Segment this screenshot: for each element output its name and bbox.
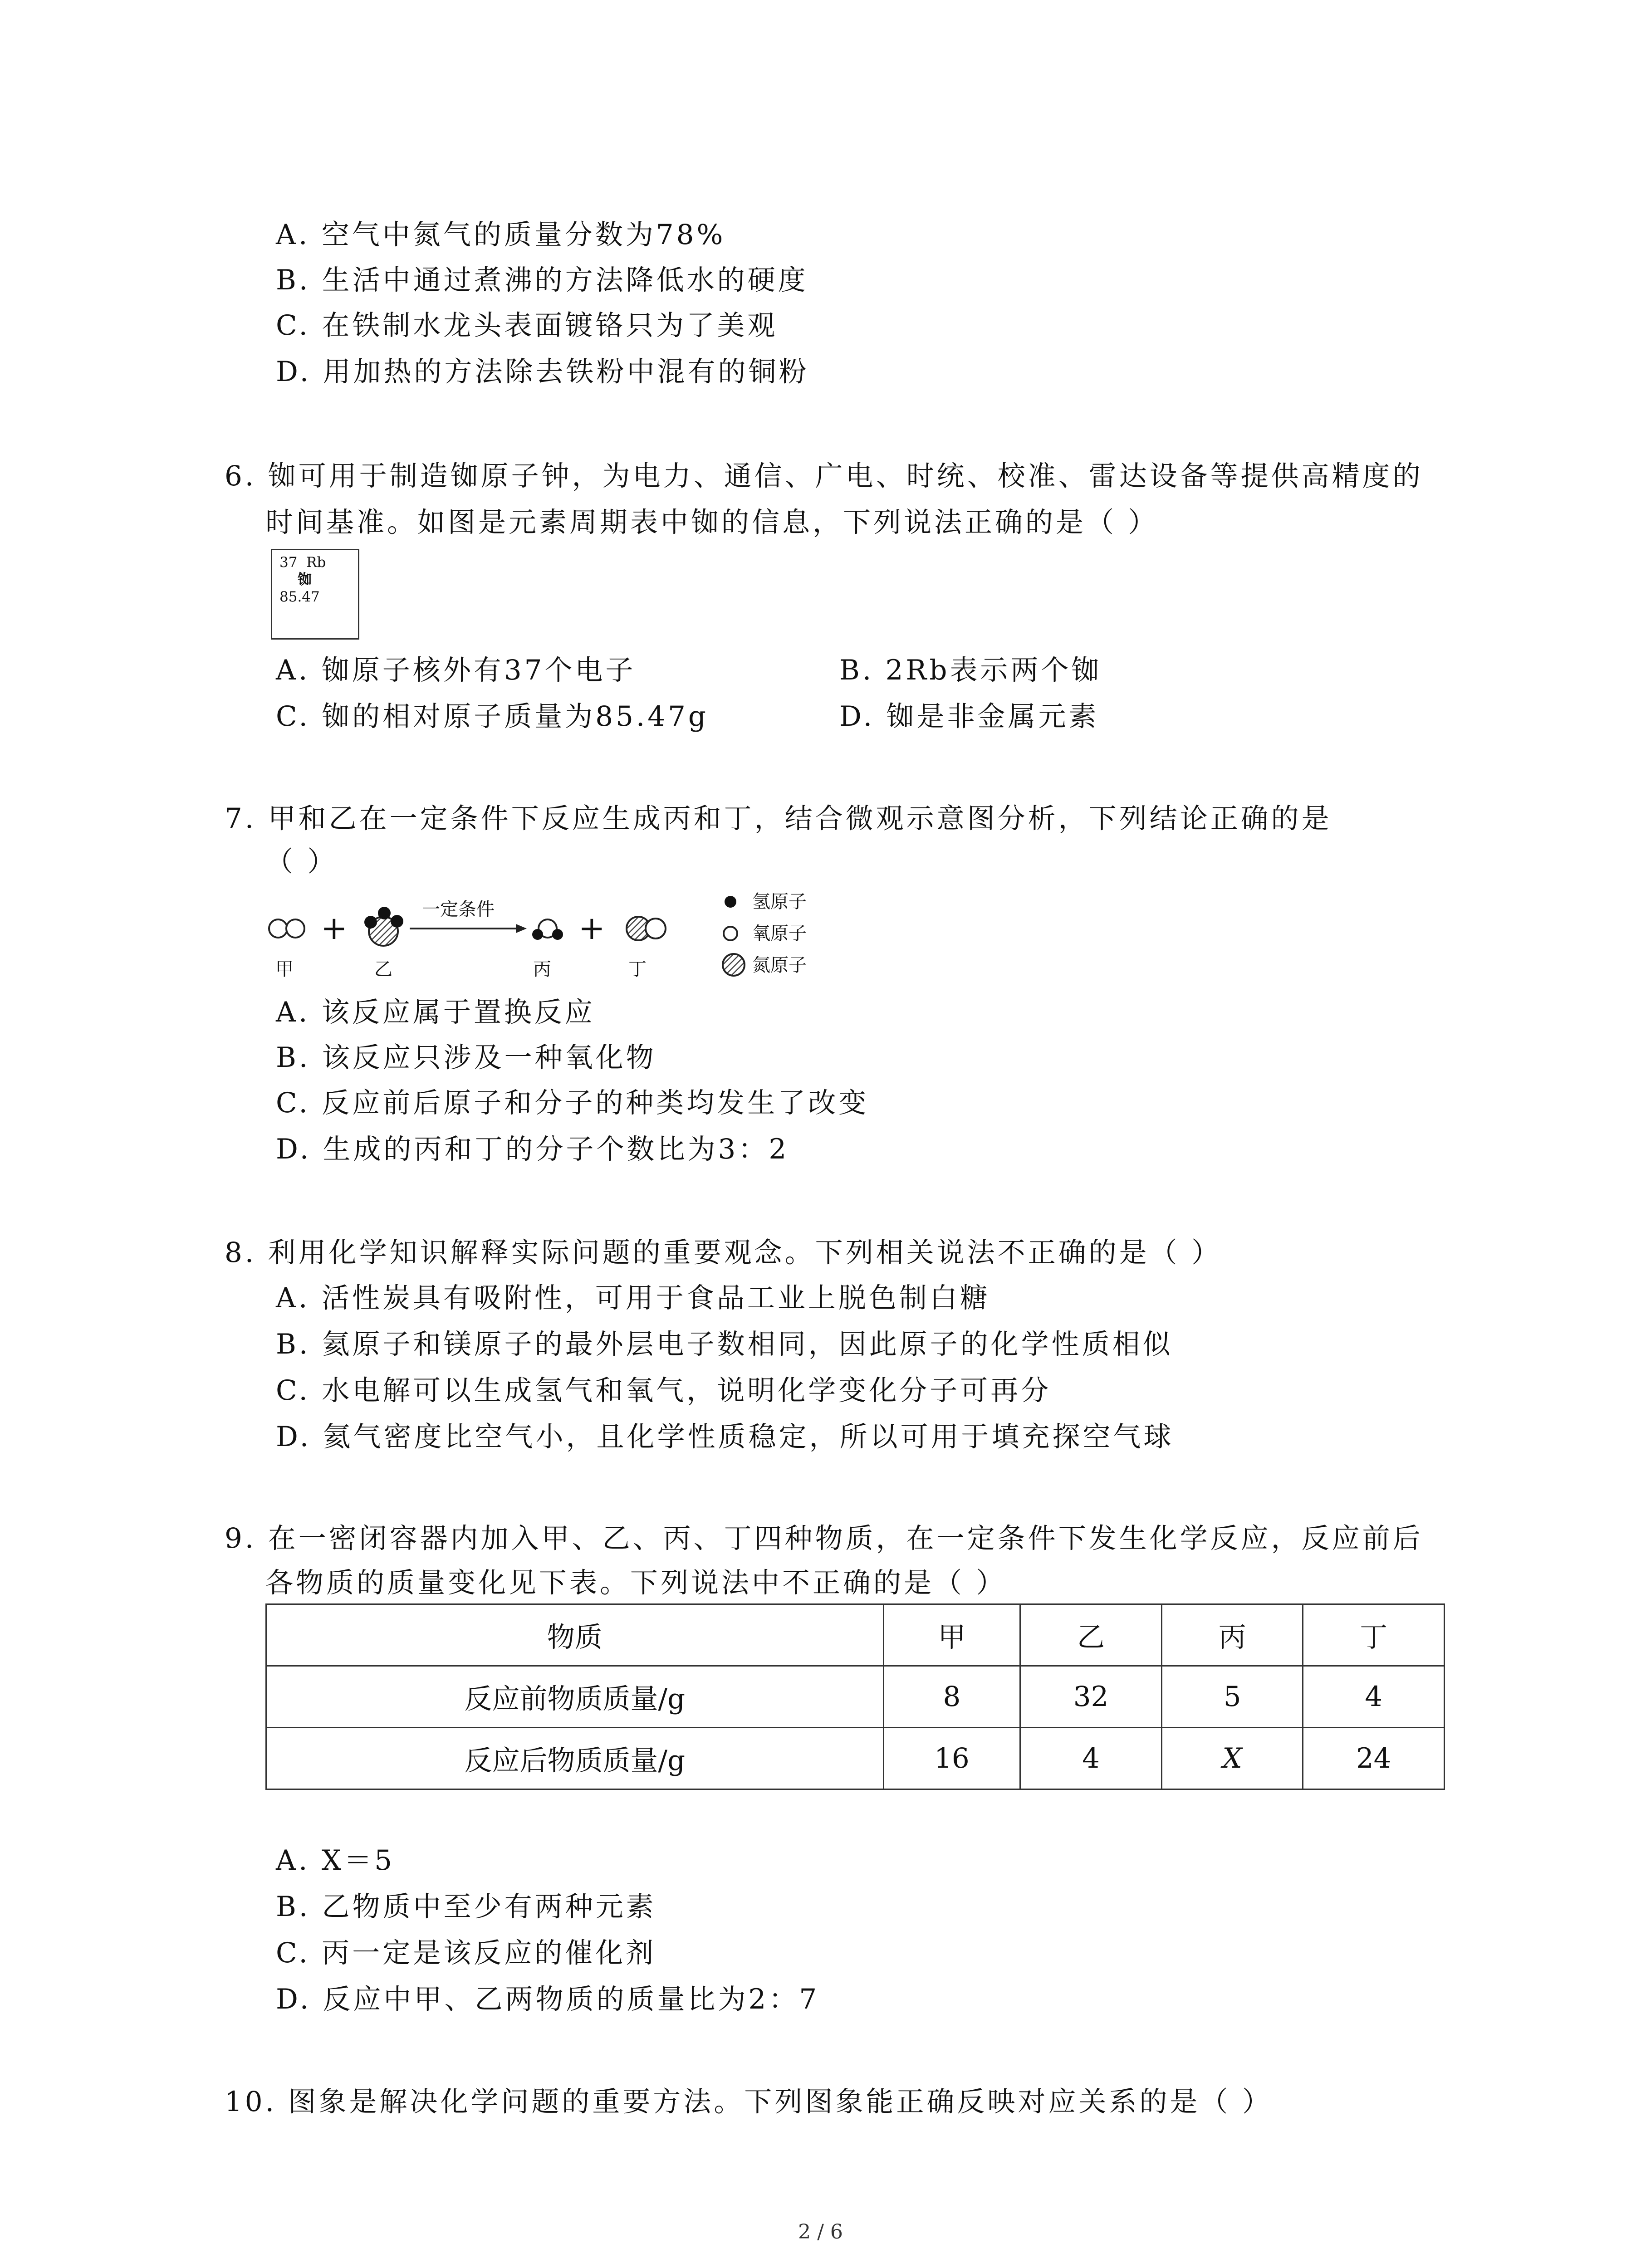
q7-stem-line1: 7. 甲和乙在一定条件下反应生成丙和丁，结合微观示意图分析，下列结论正确的是	[225, 802, 1332, 835]
legend-hydrogen: 氢原子	[721, 889, 903, 916]
q8-option-c: C. 水电解可以生成氢气和氧气，说明化学变化分子可再分	[276, 1374, 1052, 1407]
table-cell: 8	[883, 1666, 1020, 1728]
legend-oxygen: 氧原子	[721, 921, 903, 948]
table-row	[266, 1728, 1445, 1789]
q6-option-b: B. 2Rb表示两个铷	[839, 654, 1102, 686]
table-header-cell: 甲	[883, 1604, 1020, 1666]
table-cell: X	[1161, 1728, 1303, 1789]
q5-option-d: D. 用加热的方法除去铁粉中混有的铜粉	[276, 356, 809, 388]
q5-option-a: A. 空气中氮气的质量分数为78%	[276, 219, 726, 251]
table-header-cell: 乙	[1020, 1604, 1162, 1666]
q5-option-b: B. 生活中通过煮沸的方法降低水的硬度	[276, 264, 808, 296]
q6-stem-line1: 6. 铷可用于制造铷原子钟，为电力、通信、广电、时统、校准、雷达设备等提供高精度的	[225, 460, 1423, 492]
table-header-cell: 丙	[1161, 1604, 1303, 1666]
element-card-rubidium	[271, 549, 359, 640]
mass-change-table	[265, 1603, 1445, 1790]
q7-option-b: B. 该反应只涉及一种氧化物	[276, 1041, 656, 1074]
table-cell: 反应前物质质量/g	[266, 1666, 884, 1728]
molecule-bing	[532, 919, 563, 940]
legend-nitrogen: 氮原子	[721, 953, 903, 980]
q7-option-c: C. 反应前后原子和分子的种类均发生了改变	[276, 1087, 869, 1119]
q6-option-d: D. 铷是非金属元素	[839, 700, 1099, 733]
oxygen-atom-icon	[721, 924, 740, 943]
nitrogen-atom-icon	[721, 953, 747, 978]
element-mass: 85.47	[279, 589, 320, 605]
reaction-condition-label: 一定条件	[422, 899, 495, 920]
table-row	[266, 1666, 1445, 1728]
label-jia: 甲	[275, 959, 294, 980]
q5-option-c: C. 在铁制水龙头表面镀铬只为了美观	[276, 309, 778, 342]
table-header-row	[266, 1604, 1445, 1666]
q8-stem: 8. 利用化学知识解释实际问题的重要观念。下列相关说法不正确的是（ ）	[225, 1237, 1222, 1269]
atom-legend	[721, 889, 903, 980]
q7-option-d: D. 生成的丙和丁的分子个数比为3：2	[276, 1133, 789, 1165]
q8-option-d: D. 氦气密度比空气小，且化学性质稳定，所以可用于填充探空气球	[276, 1421, 1174, 1453]
plus-sign-1: +	[321, 909, 348, 947]
label-yi: 乙	[374, 959, 392, 980]
molecule-yi	[364, 907, 403, 946]
element-number: 37	[279, 554, 298, 571]
page-number: 2 / 6	[798, 2220, 843, 2244]
q9-stem-line1: 9. 在一密闭容器内加入甲、乙、丙、丁四种物质，在一定条件下发生化学反应，反应前后	[225, 1522, 1423, 1554]
q8-option-b: B. 氦原子和镁原子的最外层电子数相同，因此原子的化学性质相似	[276, 1328, 1173, 1360]
table-cell: 24	[1303, 1728, 1445, 1789]
plus-sign-2: +	[578, 909, 605, 947]
q7-stem-line2: （ ）	[265, 846, 338, 878]
molecule-jia	[269, 919, 304, 938]
label-ding: 丁	[628, 959, 647, 980]
molecule-ding	[627, 917, 666, 940]
q9-option-b: B. 乙物质中至少有两种元素	[276, 1891, 656, 1923]
table-header-cell: 物质	[266, 1604, 884, 1666]
table-cell: 5	[1161, 1666, 1303, 1728]
table-cell: 4	[1020, 1728, 1162, 1789]
q9-option-c: C. 丙一定是该反应的催化剂	[276, 1937, 656, 1969]
q9-option-d: D. 反应中甲、乙两物质的质量比为2：7	[276, 1983, 820, 2015]
q6-option-c: C. 铷的相对原子质量为85.47g	[276, 700, 709, 733]
table-cell: 16	[883, 1728, 1020, 1789]
q10-stem: 10. 图象是解决化学问题的重要方法。下列图象能正确反映对应关系的是（ ）	[225, 2086, 1273, 2118]
element-name: 铷	[298, 572, 312, 588]
table-cell: 反应后物质质量/g	[266, 1728, 884, 1789]
hydrogen-atom-icon	[721, 893, 740, 911]
q6-option-a: A. 铷原子核外有37个电子	[276, 654, 636, 686]
table-header-cell: 丁	[1303, 1604, 1445, 1666]
q8-option-a: A. 活性炭具有吸附性，可用于食品工业上脱色制白糖	[276, 1282, 990, 1314]
q6-stem-line2: 时间基准。如图是元素周期表中铷的信息，下列说法正确的是（ ）	[265, 506, 1159, 538]
q7-option-a: A. 该反应属于置换反应	[276, 996, 595, 1028]
q9-option-a: A. X＝5	[276, 1844, 395, 1877]
element-symbol: Rb	[306, 554, 326, 571]
table-cell: 32	[1020, 1666, 1162, 1728]
table-cell: 4	[1303, 1666, 1445, 1728]
label-bing: 丙	[533, 959, 551, 980]
q9-stem-line2: 各物质的质量变化见下表。下列说法中不正确的是（ ）	[265, 1567, 1007, 1599]
